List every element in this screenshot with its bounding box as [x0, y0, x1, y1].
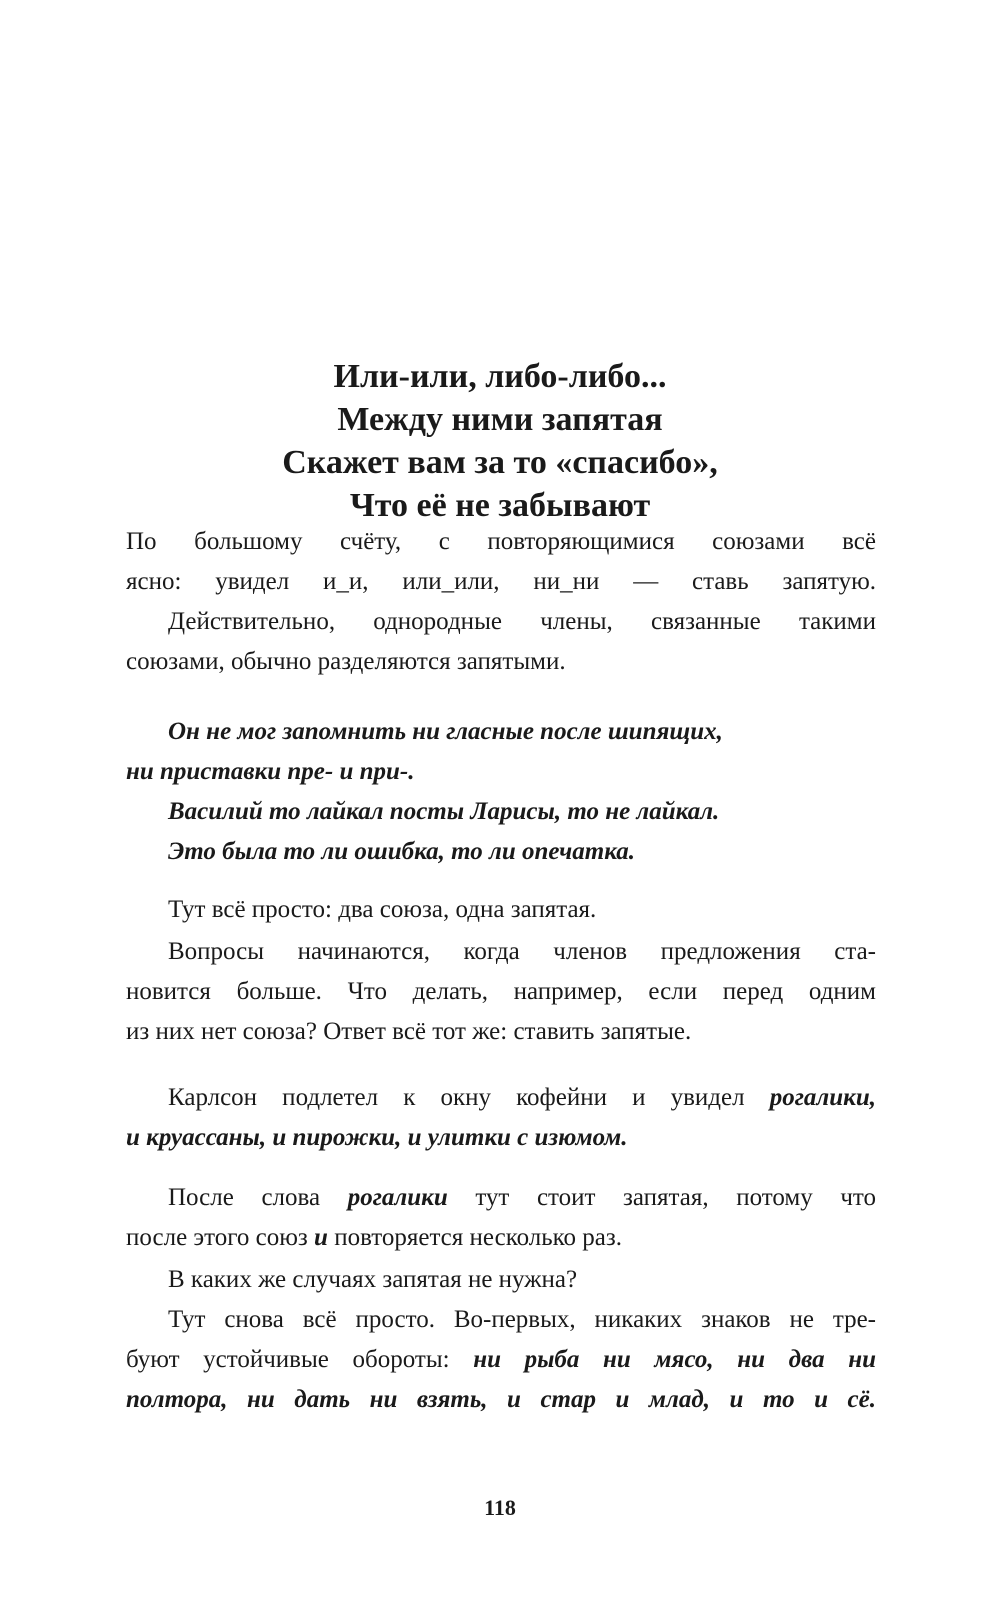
example-line-2: ни приставки пре- и при-. — [126, 758, 415, 785]
heading-line-1: Или-или, либо-либо... — [333, 358, 667, 395]
example-2-plain: Карлсон подлетел к окну кофейни и увидел — [168, 1084, 770, 1111]
paragraph-5 — [126, 1178, 876, 1258]
paragraph-5-text-d: после этого союз — [126, 1224, 315, 1251]
example-line-1: Он не мог запомнить ни гласные после шипящих, — [168, 718, 723, 745]
paragraph-5-line-2 — [126, 1218, 876, 1258]
example-2-italic-1: рогалики, — [769, 1084, 876, 1111]
example-line-4: Это была то ли ошибка, то ли опечатка. — [168, 838, 636, 865]
paragraph-7-line-3: полтора, ни дать ни взять, и стар и млад, и то и сё. — [126, 1386, 876, 1413]
paragraph-7-plain: буют устойчивые обороты: — [126, 1346, 474, 1373]
paragraph-5-term: рогалики — [347, 1184, 448, 1211]
example-2-line-1 — [126, 1078, 876, 1118]
paragraph-5-line-1 — [126, 1178, 876, 1218]
paragraph-6-line-1: В каких же случаях запятая не нужна? — [168, 1266, 578, 1293]
paragraph-4-line-1: Вопросы начинаются, когда членов предложения ста- — [168, 938, 876, 965]
paragraph-1 — [126, 522, 876, 602]
paragraph-2 — [126, 602, 876, 682]
paragraph-6 — [126, 1260, 876, 1300]
paragraph-4 — [126, 932, 876, 1052]
section-heading — [100, 355, 900, 527]
paragraph-5-conjunction: и — [314, 1224, 328, 1251]
heading-line-2: Между ними запятая — [337, 401, 663, 438]
example-2-line-2: и круассаны, и пирожки, и улитки с изюмом. — [126, 1124, 628, 1151]
paragraph-2-line-1: Действительно, однородные члены, связанные такими — [168, 608, 876, 635]
paragraph-1-line-1: По большому счёту, с повторяющимися союзами всё — [126, 528, 876, 555]
paragraph-2-line-2: союзами, обычно разделяются запятыми. — [126, 648, 566, 675]
paragraph-3-line-1: Тут всё просто: два союза, одна запятая. — [168, 896, 597, 923]
paragraph-3 — [126, 890, 876, 930]
example-block-2 — [126, 1078, 876, 1158]
example-line-3: Василий то лайкал посты Ларисы, то не лайкал. — [168, 798, 720, 825]
page-number: 118 — [484, 1495, 516, 1520]
paragraph-5-text-a: После слова — [168, 1184, 348, 1211]
paragraph-1-line-2: ясно: увидел и_и, или_или, ни_ни — ставь запятую. — [126, 568, 876, 595]
paragraph-4-line-2: новится больше. Что делать, например, если перед одним — [126, 978, 876, 1005]
heading-line-3: Скажет вам за то «спасибо», — [282, 444, 718, 481]
paragraph-5-text-c: тут стоит запятая, потому что — [447, 1184, 876, 1211]
paragraph-7-italic-1: ни рыба ни мясо, ни два ни — [473, 1346, 876, 1373]
paragraph-7-line-2 — [126, 1340, 876, 1380]
paragraph-4-line-3: из них нет союза? Ответ всё тот же: ставить запятые. — [126, 1018, 692, 1045]
paragraph-5-text-f: повторяется несколько раз. — [327, 1224, 622, 1251]
paragraph-7 — [126, 1300, 876, 1420]
heading-line-4: Что её не забывают — [349, 487, 651, 524]
paragraph-7-line-1: Тут снова всё просто. Во-первых, никаких знаков не тре- — [168, 1306, 876, 1333]
examples-block-1 — [126, 712, 876, 872]
